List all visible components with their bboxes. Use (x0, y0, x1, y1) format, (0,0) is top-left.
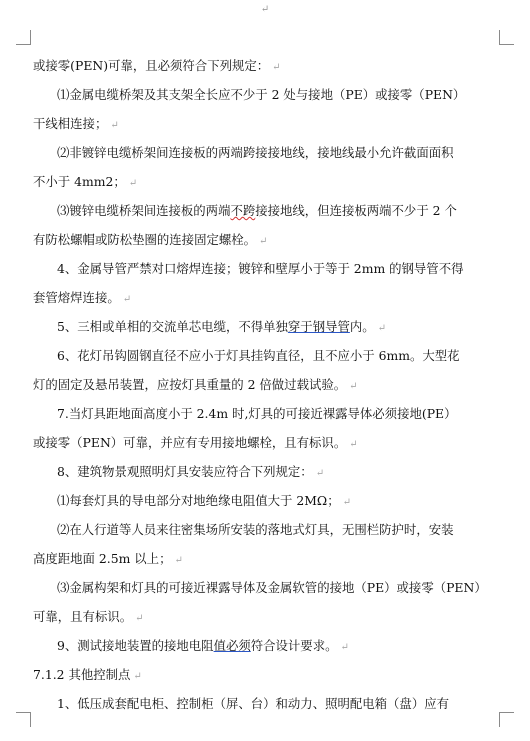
line-text: ⑵在人行道等人员来往密集场所安装的落地式灯具，无围栏防护时，安装 (57, 522, 454, 537)
paragraph-mark: ↵ (377, 323, 387, 334)
text-line (33, 515, 493, 544)
corner-mark-bottom-left (16, 712, 31, 727)
text-line (33, 544, 493, 573)
paragraph-mark: ↵ (122, 294, 132, 305)
corner-mark-bottom-right (499, 712, 514, 727)
text-line (33, 283, 493, 312)
text-line (33, 254, 493, 283)
text-line (33, 486, 493, 515)
paragraph-mark: ↵ (133, 671, 142, 682)
text-line (33, 312, 493, 341)
grammar-flagged-text: 值必须 (213, 638, 251, 653)
line-text: 符合设计要求。 (250, 638, 338, 653)
text-line (33, 225, 493, 254)
text-line (33, 399, 493, 428)
paragraph-mark: ↵ (342, 497, 351, 508)
text-line (33, 631, 493, 660)
text-line (33, 109, 493, 138)
paragraph-mark: ↵ (135, 613, 144, 624)
line-text: ⑶镀锌电缆桥架间连接板的两端 (57, 203, 231, 218)
paragraph-mark: ↵ (259, 236, 268, 247)
line-text: 或接零(PEN)可靠，且必须符合下列规定： (33, 58, 270, 73)
text-line (33, 80, 493, 109)
text-line (33, 341, 493, 370)
text-line (33, 138, 493, 167)
line-text: 6、花灯吊钩圆钢直径不应小于灯具挂钩直径，且不应小于 6mm。大型花 (57, 348, 460, 363)
line-text: 内。 (349, 319, 375, 334)
spellcheck-flagged-text: 不跨 (230, 203, 256, 218)
line-text: 高度距地面 2.5m 以上； (33, 551, 172, 566)
text-line (33, 689, 493, 718)
text-line (33, 167, 493, 196)
paragraph-mark: ↵ (174, 555, 183, 566)
paragraph-mark: ↵ (349, 439, 358, 450)
header-paragraph-mark: ↵ (260, 4, 270, 15)
line-text: 7.当灯具距地面高度小于 2.4m 时,灯具的可接近裸露导体必须接地(PE） (57, 406, 457, 421)
paragraph-mark: ↵ (110, 120, 119, 131)
text-line (33, 428, 493, 457)
line-text: 1、低压成套配电柜、控制柜（屏、台）和动力、照明配电箱（盘）应有 (57, 696, 449, 711)
corner-mark-top-left (16, 30, 31, 45)
text-line (33, 660, 493, 689)
paragraph-mark: ↵ (349, 381, 358, 392)
line-text: 灯的固定及悬吊装置，应按灯具重量的 2 倍做过载试验。 (33, 377, 347, 392)
line-text: 接接地线，但连接板两端不少于 2 个 (255, 203, 457, 218)
line-text: 5、三相或单相的交流单芯电缆，不得单独 (57, 319, 288, 334)
grammar-flagged-text: 穿于钢导管 (287, 319, 350, 334)
line-text: ⑶金属构架和灯具的可接近裸露导体及金属软管的接地（PE）或接零（PEN） (57, 580, 487, 595)
line-text: 8、建筑物景观照明灯具安装应符合下列规定： (57, 464, 313, 479)
text-line (33, 196, 493, 225)
paragraph-mark: ↵ (128, 178, 138, 189)
line-text: 4、金属导管严禁对口熔焊连接；镀锌和壁厚小于等于 2mm 的钢导管不得 (57, 261, 464, 276)
line-text: 干线相连接； (33, 116, 108, 131)
line-text: 7.1.2 其他控制点 (33, 667, 131, 682)
text-line (33, 602, 493, 631)
line-text: ⑵非镀锌电缆桥架间连接板的两端跨接接地线，接地线最小允许截面面积 (57, 145, 454, 160)
text-line (33, 370, 493, 399)
line-text: 9、测试接地装置的接地电阻 (57, 638, 214, 653)
document-body[interactable] (33, 51, 493, 718)
text-line (33, 457, 493, 486)
text-line (33, 573, 493, 602)
line-text: 不小于 4mm2； (33, 174, 126, 189)
line-text: ⑴每套灯具的导电部分对地绝缘电阻值大于 2MΩ； (57, 493, 340, 508)
corner-mark-top-right (499, 30, 514, 45)
line-text: 或接零（PEN）可靠，并应有专用接地螺栓，且有标识。 (33, 435, 347, 450)
paragraph-mark: ↵ (340, 642, 349, 653)
line-text: 套管熔焊连接。 (33, 290, 120, 305)
line-text: 可靠，且有标识。 (33, 609, 133, 624)
line-text: ⑴金属电缆桥架及其支架全长应不少于 2 处与接地（PE）或接零（PEN） (57, 87, 466, 102)
text-line (33, 51, 493, 80)
paragraph-mark: ↵ (272, 62, 281, 73)
paragraph-mark: ↵ (315, 468, 325, 479)
line-text: 有防松螺帽或防松垫圈的连接固定螺栓。 (33, 232, 257, 247)
